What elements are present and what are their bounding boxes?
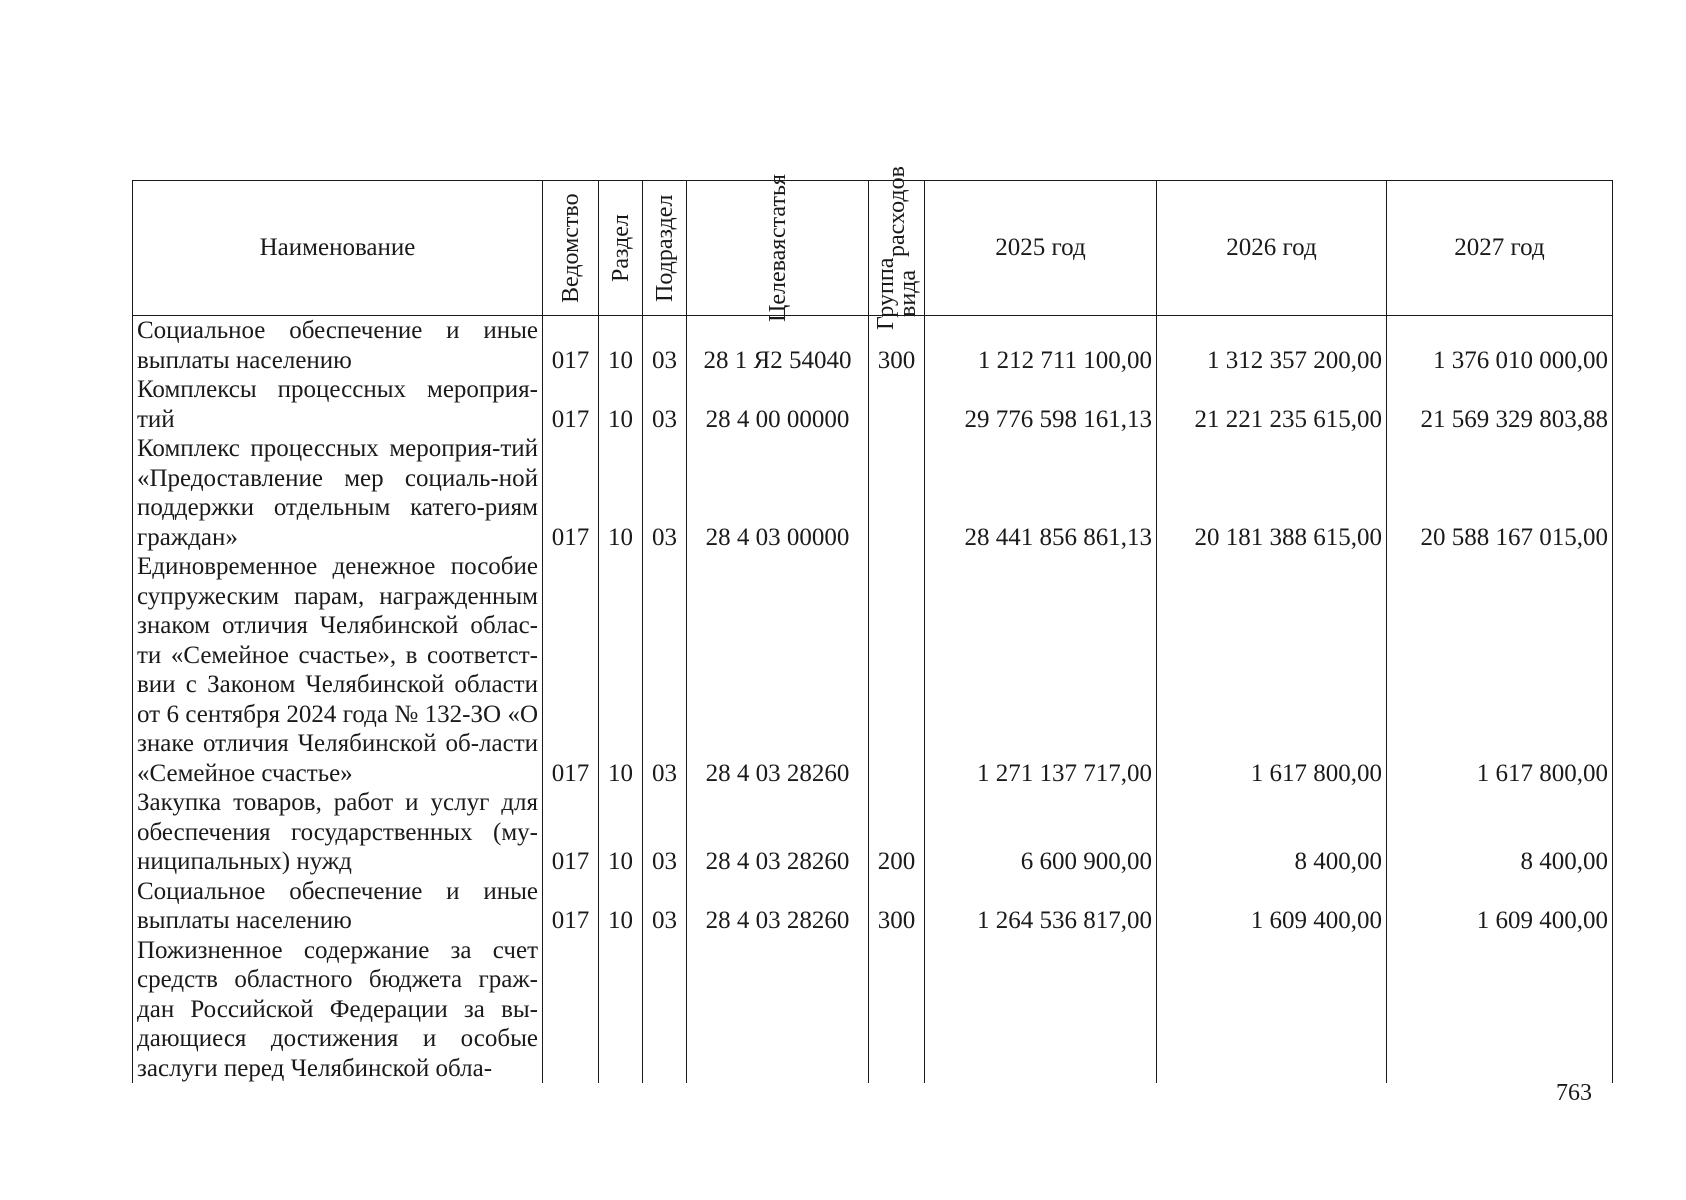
row-2027: 1 617 800,00 [1387,552,1613,788]
row-target: 28 4 03 28260 [687,552,869,788]
header-target [687,174,869,322]
row-name: Комплекс процессных мероприя-тий «Предоставление мер социаль-ной поддержки отдельным катего-риям граждан» [133,434,543,552]
row-section: 10 [599,552,643,788]
row-subsection: 03 [643,316,687,376]
row-2026: 20 181 388 615,00 [1157,434,1387,552]
row-2026: 1 312 357 200,00 [1157,316,1387,376]
row-2027: 20 588 167 015,00 [1387,434,1613,552]
row-dept: 017 [543,375,599,434]
row-2027: 1 609 400,00 [1387,877,1613,936]
row-2027: 21 569 329 803,88 [1387,375,1613,434]
row-dept: 017 [543,434,599,552]
header-dept-label: Ведомство [557,193,584,303]
row-2025: 1 264 536 817,00 [925,877,1157,936]
row-name: Социальное обеспечение и иные выплаты населению [133,877,543,936]
row-dept: 017 [543,552,599,788]
header-dept [543,181,599,316]
row-section: 10 [599,375,643,434]
row-subsection: 03 [643,434,687,552]
header-name: Наименование [133,181,543,316]
row-dept [543,936,599,1084]
row-target: 28 4 00 00000 [687,375,869,434]
row-group [869,434,925,552]
row-target: 28 1 Я2 54040 [687,316,869,376]
header-target-line2: статья [764,174,791,239]
row-section: 10 [599,316,643,376]
header-section [599,181,643,316]
header-section-label: Раздел [607,214,634,282]
table-header-row [133,181,1613,316]
row-dept: 017 [543,316,599,376]
table-row [133,434,1613,552]
header-2026: 2026 год [1157,181,1387,316]
row-2025 [925,936,1157,1084]
row-subsection: 03 [643,788,687,877]
row-group: 300 [869,316,925,376]
header-2025: 2025 год [925,181,1157,316]
header-group-line1: Группа вида [872,257,921,330]
row-target: 28 4 03 28260 [687,877,869,936]
table-row [133,788,1613,877]
header-group [869,166,925,330]
row-2027: 1 376 010 000,00 [1387,316,1613,376]
row-subsection: 03 [643,877,687,936]
row-2027: 8 400,00 [1387,788,1613,877]
row-2025: 6 600 900,00 [925,788,1157,877]
row-target: 28 4 03 28260 [687,788,869,877]
table-row [133,877,1613,936]
row-name: Единовременное денежное пособие супружеским парам, награжденным знаком отличия Челябинской облас-ти «Семейное счастье», в соответст-вии с Законом Челябинской области от 6 сентября 2024 года № 132-ЗО «О знаке отличия Челябинской об-ласти «Семейное счастье» [133,552,543,788]
row-2026: 1 609 400,00 [1157,877,1387,936]
row-group [869,936,925,1084]
header-subsection [643,181,687,316]
header-2027: 2027 год [1387,181,1613,316]
row-dept: 017 [543,877,599,936]
row-2026 [1157,936,1387,1084]
row-2026: 1 617 800,00 [1157,552,1387,788]
row-section [599,936,643,1084]
row-section: 10 [599,877,643,936]
page-number: 763 [1556,1080,1592,1106]
row-target: 28 4 03 00000 [687,434,869,552]
table-row [133,375,1613,434]
row-group [869,552,925,788]
header-group-line2: расходов [883,166,910,258]
row-section: 10 [599,434,643,552]
table-row [133,552,1613,788]
row-2025: 29 776 598 161,13 [925,375,1157,434]
row-name: Закупка товаров, работ и услуг для обеспечения государственных (му-ниципальных) нужд [133,788,543,877]
row-dept: 017 [543,788,599,877]
row-subsection [643,936,687,1084]
row-group [869,375,925,434]
row-2027 [1387,936,1613,1084]
row-subsection: 03 [643,552,687,788]
header-subsection-label: Подраздел [651,194,678,302]
row-target [687,936,869,1084]
row-section: 10 [599,788,643,877]
row-2025: 28 441 856 861,13 [925,434,1157,552]
row-2026: 8 400,00 [1157,788,1387,877]
budget-table [132,166,1613,1083]
row-2025: 1 271 137 717,00 [925,552,1157,788]
table-row [133,936,1613,1084]
row-2025: 1 212 711 100,00 [925,316,1157,376]
header-target-line1: Целевая [764,238,791,322]
row-name: Комплексы процессных мероприя-тий [133,375,543,434]
row-group: 300 [869,877,925,936]
row-name: Пожизненное содержание за счет средств областного бюджета граж-дан Российской Федерации за вы-дающиеся достижения и особые заслуги перед Челябинской обла- [133,936,543,1084]
row-subsection: 03 [643,375,687,434]
row-2026: 21 221 235 615,00 [1157,375,1387,434]
row-group: 200 [869,788,925,877]
row-name: Социальное обеспечение и иные выплаты населению [133,316,543,376]
